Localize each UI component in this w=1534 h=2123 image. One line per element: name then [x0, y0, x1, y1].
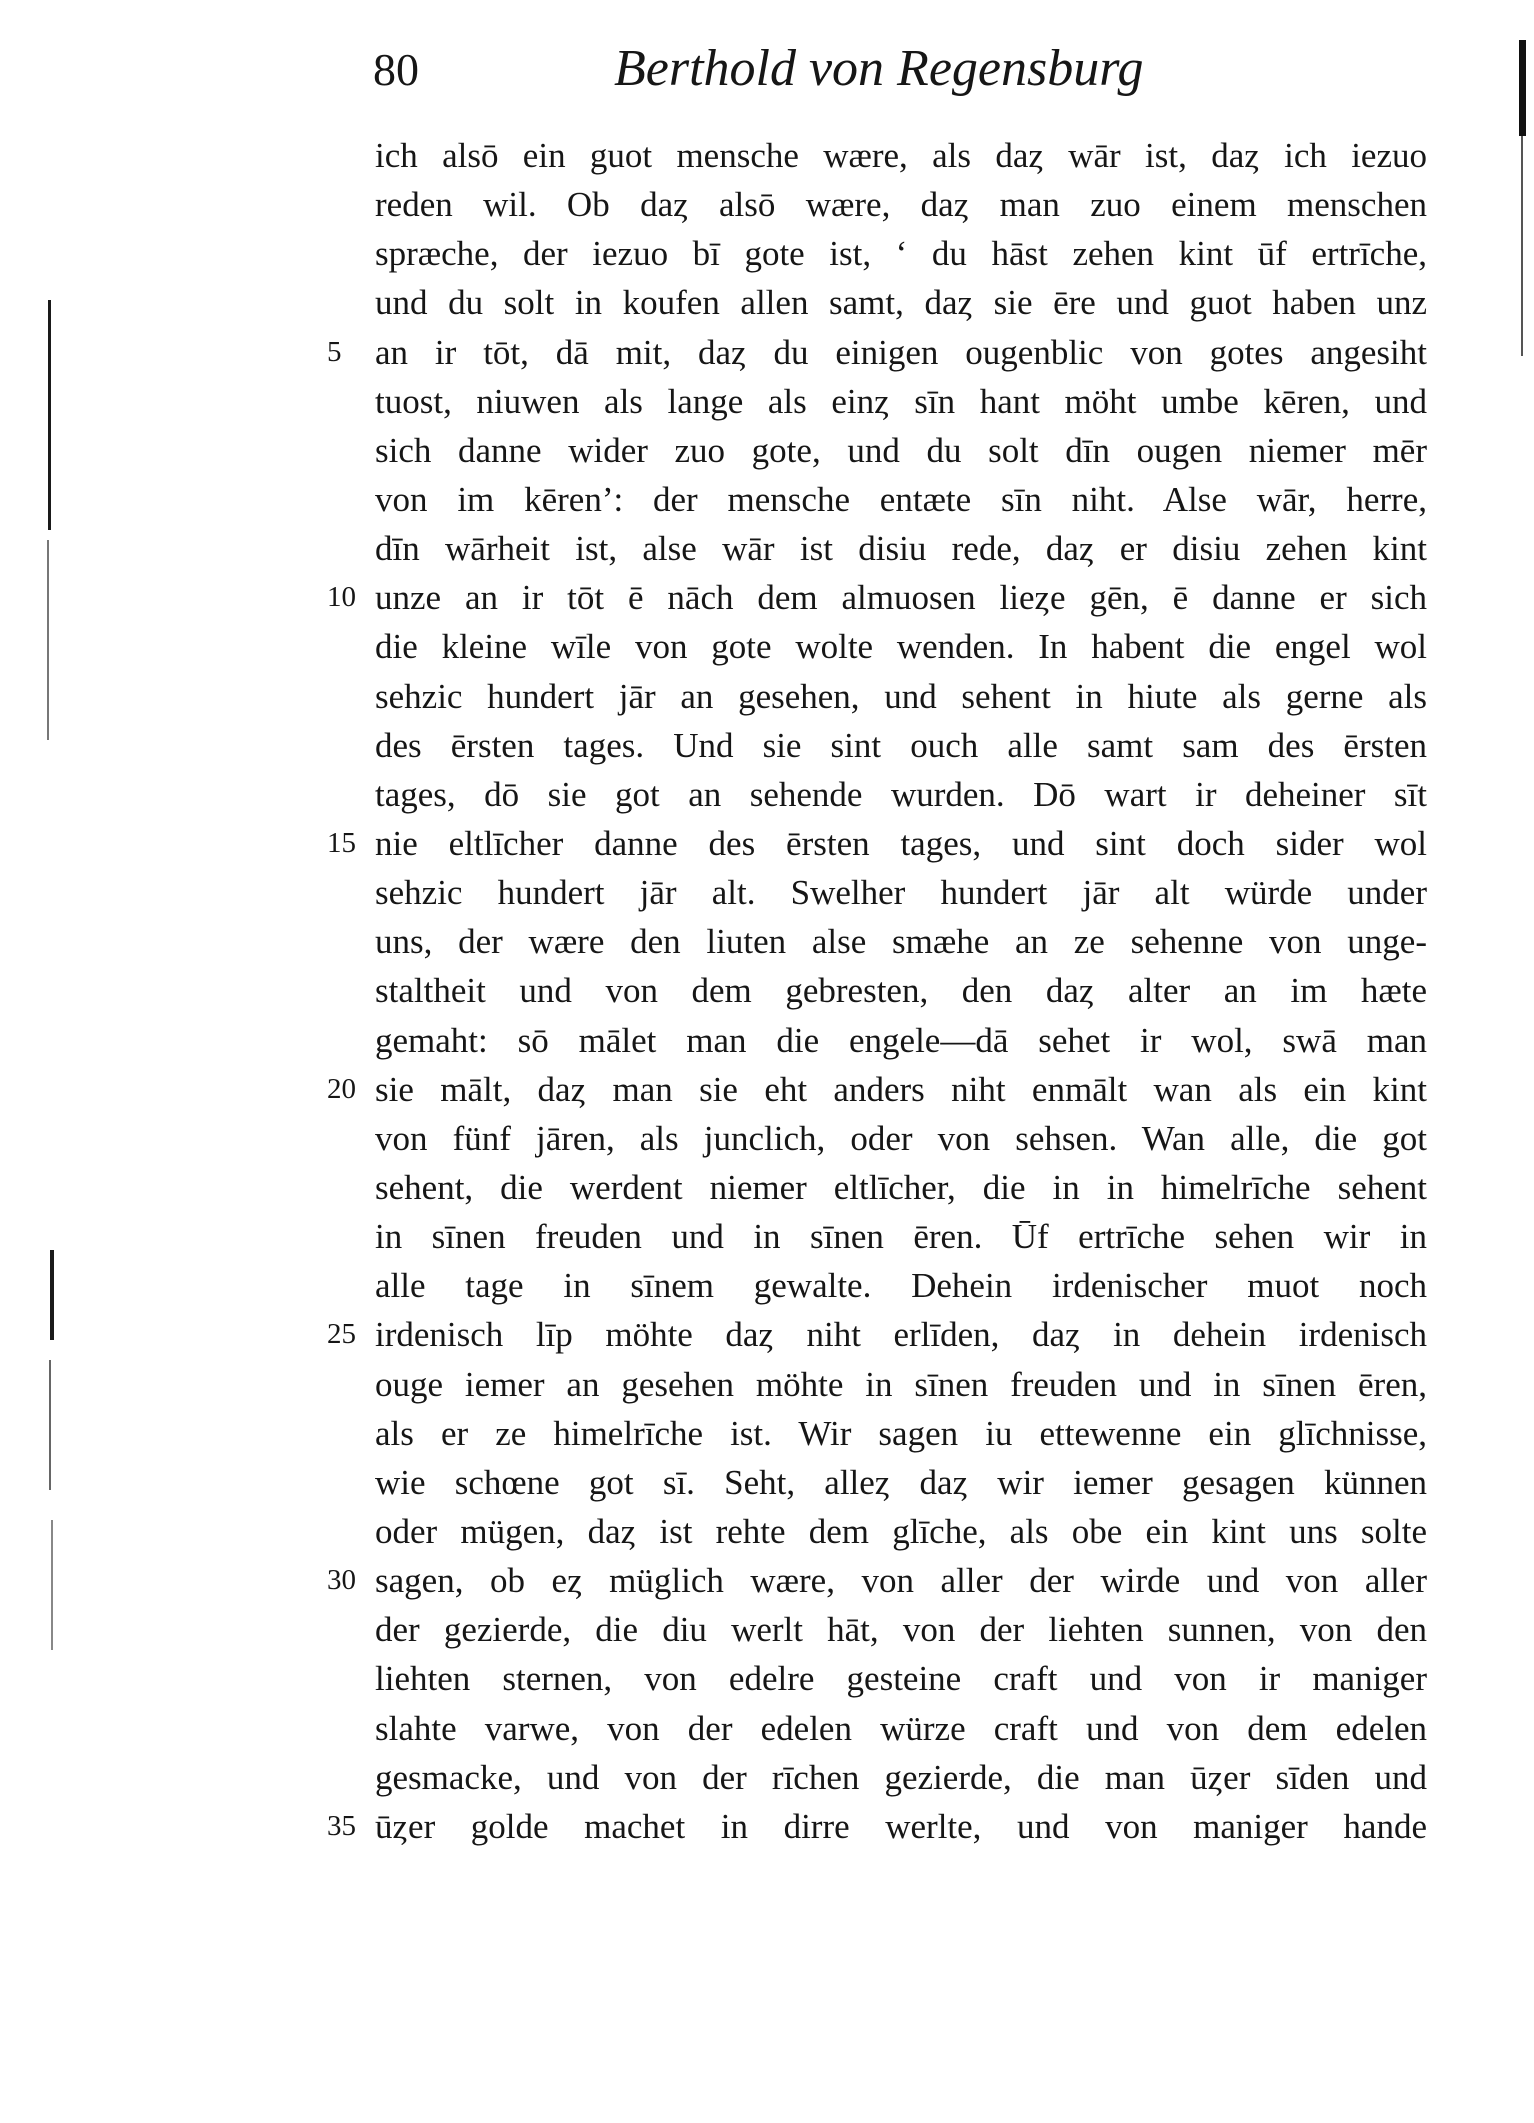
- text-line: [375, 672, 1427, 721]
- line-text: als er ze himelrīche ist. Wir sagen iu ettewenne ein glīchnisse,: [375, 1413, 1427, 1453]
- text-line: [375, 917, 1427, 966]
- scan-edge-artifact: [1519, 40, 1526, 136]
- text-line: [327, 1065, 1427, 1114]
- line-text: sich danne wider zuo gote, und du solt dīn ougen niemer mēr: [375, 430, 1427, 470]
- line-text: sehzic hundert jār an gesehen, und sehent in hiute als gerne als: [375, 676, 1427, 716]
- line-text: uns, der wære den liuten alse smæhe an ze sehenne von unge-: [375, 922, 1427, 962]
- text-line: [375, 426, 1427, 475]
- text-line: [375, 1212, 1427, 1261]
- line-text: spræche, der iezuo bī gote ist, ‘ du hāst zehen kint ūf ertrīche,: [375, 234, 1427, 274]
- line-text: alle tage in sīnem gewalte. Dehein irdenischer muot noch: [375, 1266, 1427, 1306]
- line-text: von fünf jāren, als junclich, oder von sehsen. Wan alle, die got: [375, 1118, 1427, 1158]
- text-line: [375, 1114, 1427, 1163]
- text-line: [375, 1458, 1427, 1507]
- line-text: ich alsō ein guot mensche wære, als daȥ wār ist, daȥ ich iezuo: [375, 136, 1427, 175]
- line-text: sagen, ob eȥ müglich wære, von aller der wirde und von aller: [375, 1561, 1427, 1601]
- body-text: [327, 131, 1427, 1851]
- text-line: [375, 1261, 1427, 1310]
- line-text: reden wil. Ob daȥ alsō wære, daȥ man zuo einem menschen: [375, 185, 1427, 225]
- text-line: [327, 328, 1427, 377]
- line-text: gesmacke, und von der rīchen gezierde, die man ūȥer sīden und: [375, 1757, 1427, 1797]
- scan-gutter-artifact: [51, 1520, 53, 1650]
- running-title: Berthold von Regensburg: [614, 40, 1144, 97]
- line-text: des ērsten tages. Und sie sint ouch alle samt sam des ērsten: [375, 725, 1427, 765]
- line-text: in sīnen freuden und in sīnen ēren. Ūf ertrīche sehen wir in: [375, 1217, 1427, 1257]
- line-text: sehzic hundert jār alt. Swelher hundert jār alt würde under: [375, 873, 1427, 913]
- text-line: [375, 1704, 1427, 1753]
- scan-gutter-artifact: [48, 300, 51, 530]
- text-line: [327, 1802, 1427, 1851]
- line-number: 15: [327, 826, 356, 859]
- line-text: gemaht: sō mālet man die engele—dā sehet ir wol, swā man: [375, 1020, 1427, 1060]
- line-text: und du solt in koufen allen samt, daȥ sie ēre und guot haben unz: [375, 283, 1427, 323]
- line-text: die kleine wīle von gote wolte wenden. In habent die engel wol: [375, 627, 1427, 667]
- line-number: 35: [327, 1809, 356, 1842]
- line-text: staltheit und von dem gebresten, den daȥ alter an im hæte: [375, 971, 1427, 1011]
- text-line: [375, 622, 1427, 671]
- line-text: ouge iemer an gesehen möhte in sīnen freuden und in sīnen ēren,: [375, 1364, 1427, 1404]
- scan-gutter-artifact: [50, 1250, 54, 1340]
- line-text: ūȥer golde machet in dirre werlte, und von maniger hande: [375, 1806, 1427, 1846]
- text-line: [375, 131, 1427, 180]
- text-line: [375, 1507, 1427, 1556]
- text-line: [375, 524, 1427, 573]
- line-text: oder mügen, daȥ ist rehte dem glīche, als obe ein kint uns solte: [375, 1511, 1427, 1551]
- text-line: [375, 721, 1427, 770]
- scan-edge-artifact: [1521, 136, 1523, 356]
- text-line: [375, 1163, 1427, 1212]
- line-text: nie eltlīcher danne des ērsten tages, und sint doch sider wol: [375, 823, 1427, 863]
- line-text: von im kēren’: der mensche entæte sīn niht. Alse wār, herre,: [375, 479, 1427, 519]
- text-line: [375, 377, 1427, 426]
- line-text: liehten sternen, von edelre gesteine craft und von ir maniger: [375, 1659, 1427, 1699]
- page-number: 80: [373, 44, 419, 95]
- line-number: 25: [327, 1318, 356, 1351]
- text-line: [375, 1605, 1427, 1654]
- text-line: [375, 229, 1427, 278]
- line-text: an ir tōt, dā mit, daȥ du einigen ougenblic von gotes angesiht: [375, 332, 1427, 372]
- text-line: [375, 1409, 1427, 1458]
- line-text: wie schœne got sī. Seht, alleȥ daȥ wir iemer gesagen künnen: [375, 1462, 1427, 1502]
- text-line: [375, 770, 1427, 819]
- line-number: 10: [327, 581, 356, 614]
- text-line: [375, 868, 1427, 917]
- text-line: [375, 1360, 1427, 1409]
- text-line: [327, 1310, 1427, 1359]
- text-line: [375, 1654, 1427, 1703]
- line-number: 20: [327, 1072, 356, 1105]
- line-text: sie mālt, daȥ man sie eht anders niht enmālt wan als ein kint: [375, 1069, 1427, 1109]
- scan-gutter-artifact: [49, 1360, 51, 1490]
- text-line: [375, 475, 1427, 524]
- line-text: dīn wārheit ist, alse wār ist disiu rede, daȥ er disiu zehen kint: [375, 529, 1427, 569]
- line-number: 5: [327, 335, 342, 368]
- line-text: tages, dō sie got an sehende wurden. Dō wart ir deheiner sīt: [375, 774, 1427, 814]
- line-text: slahte varwe, von der edelen würze craft und von dem edelen: [375, 1708, 1427, 1748]
- text-line: [327, 573, 1427, 622]
- text-line: [375, 1016, 1427, 1065]
- text-line: [375, 1753, 1427, 1802]
- text-line: [327, 1556, 1427, 1605]
- text-line: [375, 278, 1427, 327]
- line-text: der gezierde, die diu werlt hāt, von der liehten sunnen, von den: [375, 1610, 1427, 1650]
- line-number: 30: [327, 1564, 356, 1597]
- line-text: unze an ir tōt ē nāch dem almuosen lieȥe gēn, ē danne er sich: [375, 578, 1427, 618]
- text-line: [375, 966, 1427, 1015]
- line-text: sehent, die werdent niemer eltlīcher, die in in himelrīche sehent: [375, 1167, 1427, 1207]
- scan-gutter-artifact: [47, 540, 49, 740]
- line-text: irdenisch līp möhte daȥ niht erlīden, daȥ in dehein irdenisch: [375, 1315, 1427, 1355]
- text-line: [375, 180, 1427, 229]
- text-line: [327, 819, 1427, 868]
- line-text: tuost, niuwen als lange als einȥ sīn hant möht umbe kēren, und: [375, 381, 1427, 421]
